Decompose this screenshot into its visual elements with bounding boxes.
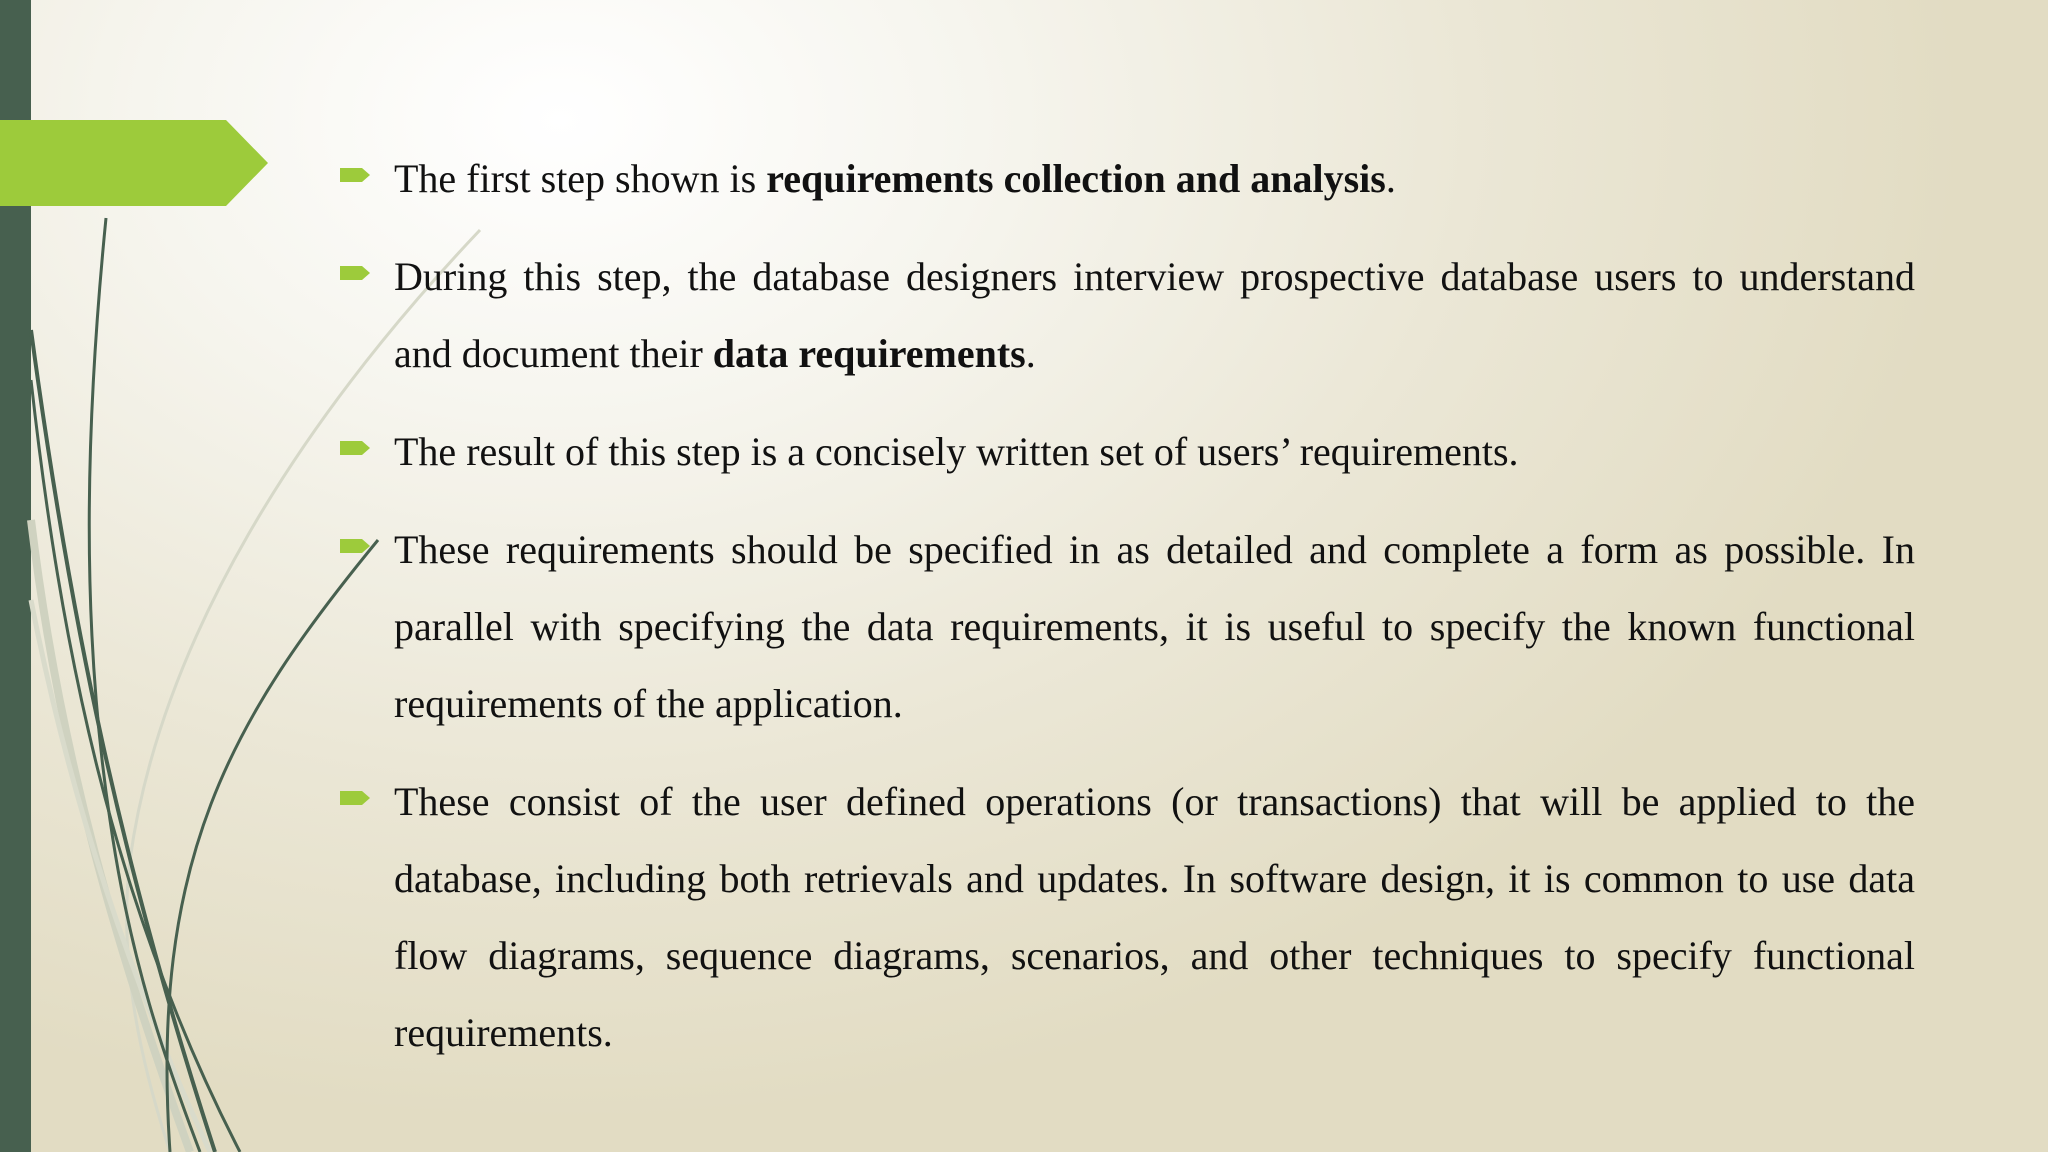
green-arrow-bullet-icon — [340, 787, 372, 809]
bullet-item — [340, 140, 1915, 217]
green-arrow-bullet-icon — [340, 164, 372, 186]
green-arrow-bullet-icon — [340, 535, 372, 557]
bullet-item — [340, 763, 1915, 1071]
bullet-text: During this step, the database designers interview prospective database users to understand and document their data requirements. — [394, 254, 1915, 376]
bullet-item — [340, 413, 1915, 490]
bullet-item — [340, 238, 1915, 392]
bullet-item — [340, 511, 1915, 742]
green-arrow-banner — [0, 120, 270, 206]
green-arrow-bullet-icon — [340, 437, 372, 459]
bullet-text: The first step shown is requirements collection and analysis. — [394, 156, 1396, 201]
slide-content — [340, 140, 1915, 1092]
bullet-text: The result of this step is a concisely written set of users’ requirements. — [394, 429, 1519, 474]
bullet-text: These consist of the user defined operations (or transactions) that will be applied to the database, including both retrievals and updates. In software design, it is common to use data flow diagrams, sequence diagrams, scenarios, and other techniques to specify functional requirements. — [394, 779, 1915, 1055]
bullet-text: These requirements should be specified in as detailed and complete a form as possible. In parallel with specifying the data requirements, it is useful to specify the known functional requirements of the application. — [394, 527, 1915, 726]
green-arrow-bullet-icon — [340, 262, 372, 284]
